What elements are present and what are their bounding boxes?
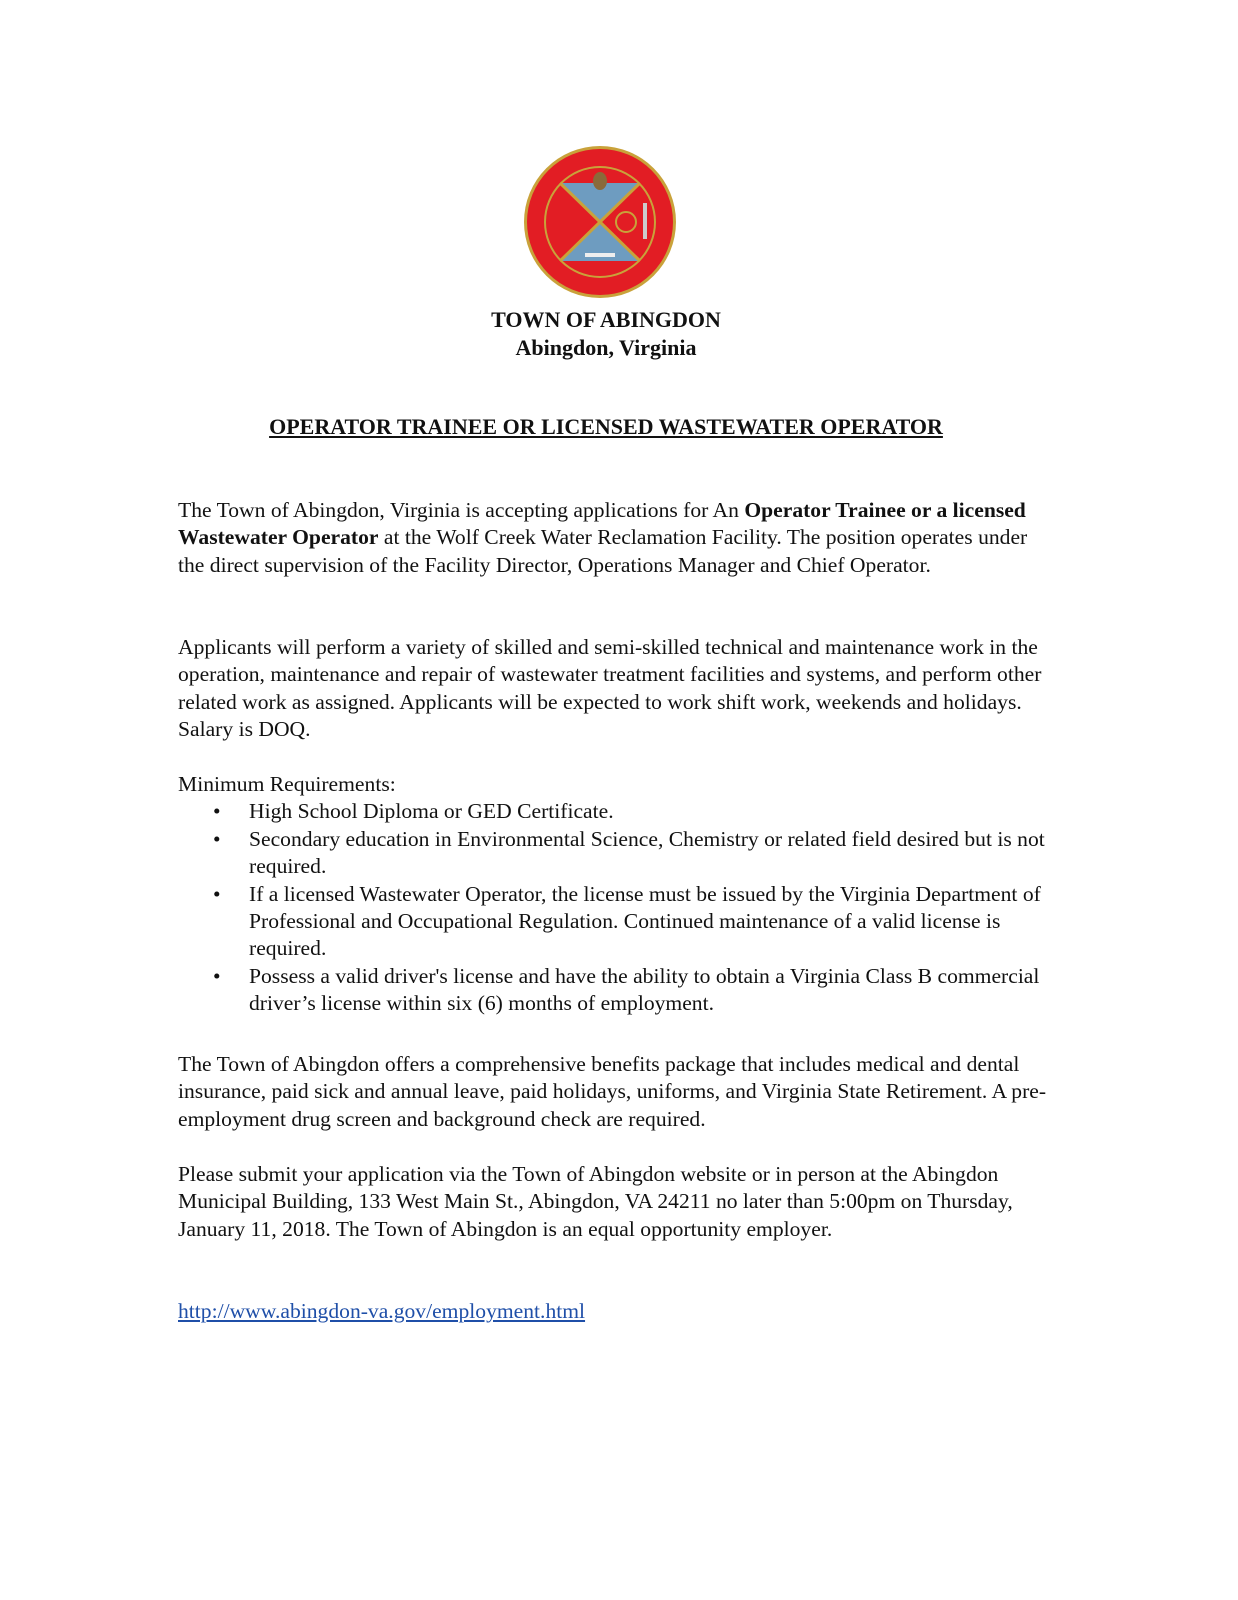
town-seal-logo <box>523 143 677 301</box>
list-item: • Possess a valid driver's license and have the ability to obtain a Virginia Class B commercial driver’s license within six (6) months of employment. <box>249 963 1048 1018</box>
requirements-heading: Minimum Requirements: <box>178 772 396 796</box>
benefits-paragraph <box>178 1051 1048 1133</box>
requirements-list <box>178 798 1048 1017</box>
requirements-section <box>178 771 1048 1018</box>
benefits-text: The Town of Abingdon offers a comprehensive benefits package that includes medical and dental insurance, paid sick and annual leave, paid holidays, uniforms, and Virginia State Retirement. A pre-employment drug screen and background check are required. <box>178 1052 1047 1131</box>
duties-text: Applicants will perform a variety of skilled and semi-skilled technical and maintenance work in the operation, maintenance and repair of wastewater treatment facilities and systems, and perform other related work as assigned. Applicants will be expected to work shift work, weekends and holidays. Salary is DOQ. <box>178 635 1042 742</box>
employment-link[interactable]: http://www.abingdon-va.gov/employment.html <box>178 1299 586 1323</box>
submit-paragraph <box>178 1161 1048 1243</box>
duties-paragraph <box>178 634 1048 744</box>
intro-paragraph <box>178 497 1048 579</box>
intro-text-end: at the Wolf Creek Water Reclamation Facility. The position operates under the direct supervision of the Facility Director, Operations Manager and Chief Operator. <box>178 525 1028 577</box>
org-name: TOWN OF ABINGDON <box>491 307 721 332</box>
job-title: OPERATOR TRAINEE OR LICENSED WASTEWATER OPERATOR <box>269 414 943 439</box>
org-location: Abingdon, Virginia <box>515 335 697 360</box>
submit-text: Please submit your application via the Town of Abingdon website or in person at the Abingdon Municipal Building, 133 West Main St., Abingdon, VA 24211 no later than 5:00pm on Thursday, January 11, 2018. The Town of Abingdon is an equal opportunity employer. <box>178 1162 1013 1241</box>
intro-text: The Town of Abingdon, Virginia is accepting applications for An <box>178 498 745 522</box>
list-item: • Secondary education in Environmental Science, Chemistry or related field desired but is not required. <box>249 826 1048 881</box>
list-item: • If a licensed Wastewater Operator, the license must be issued by the Virginia Department of Professional and Occupational Regulation. Continued maintenance of a valid license is required. <box>249 881 1048 963</box>
list-item: • High School Diploma or GED Certificate. <box>249 798 1048 825</box>
intro-bold: Operator Trainee or a licensed Wastewater Operator <box>178 498 1026 550</box>
